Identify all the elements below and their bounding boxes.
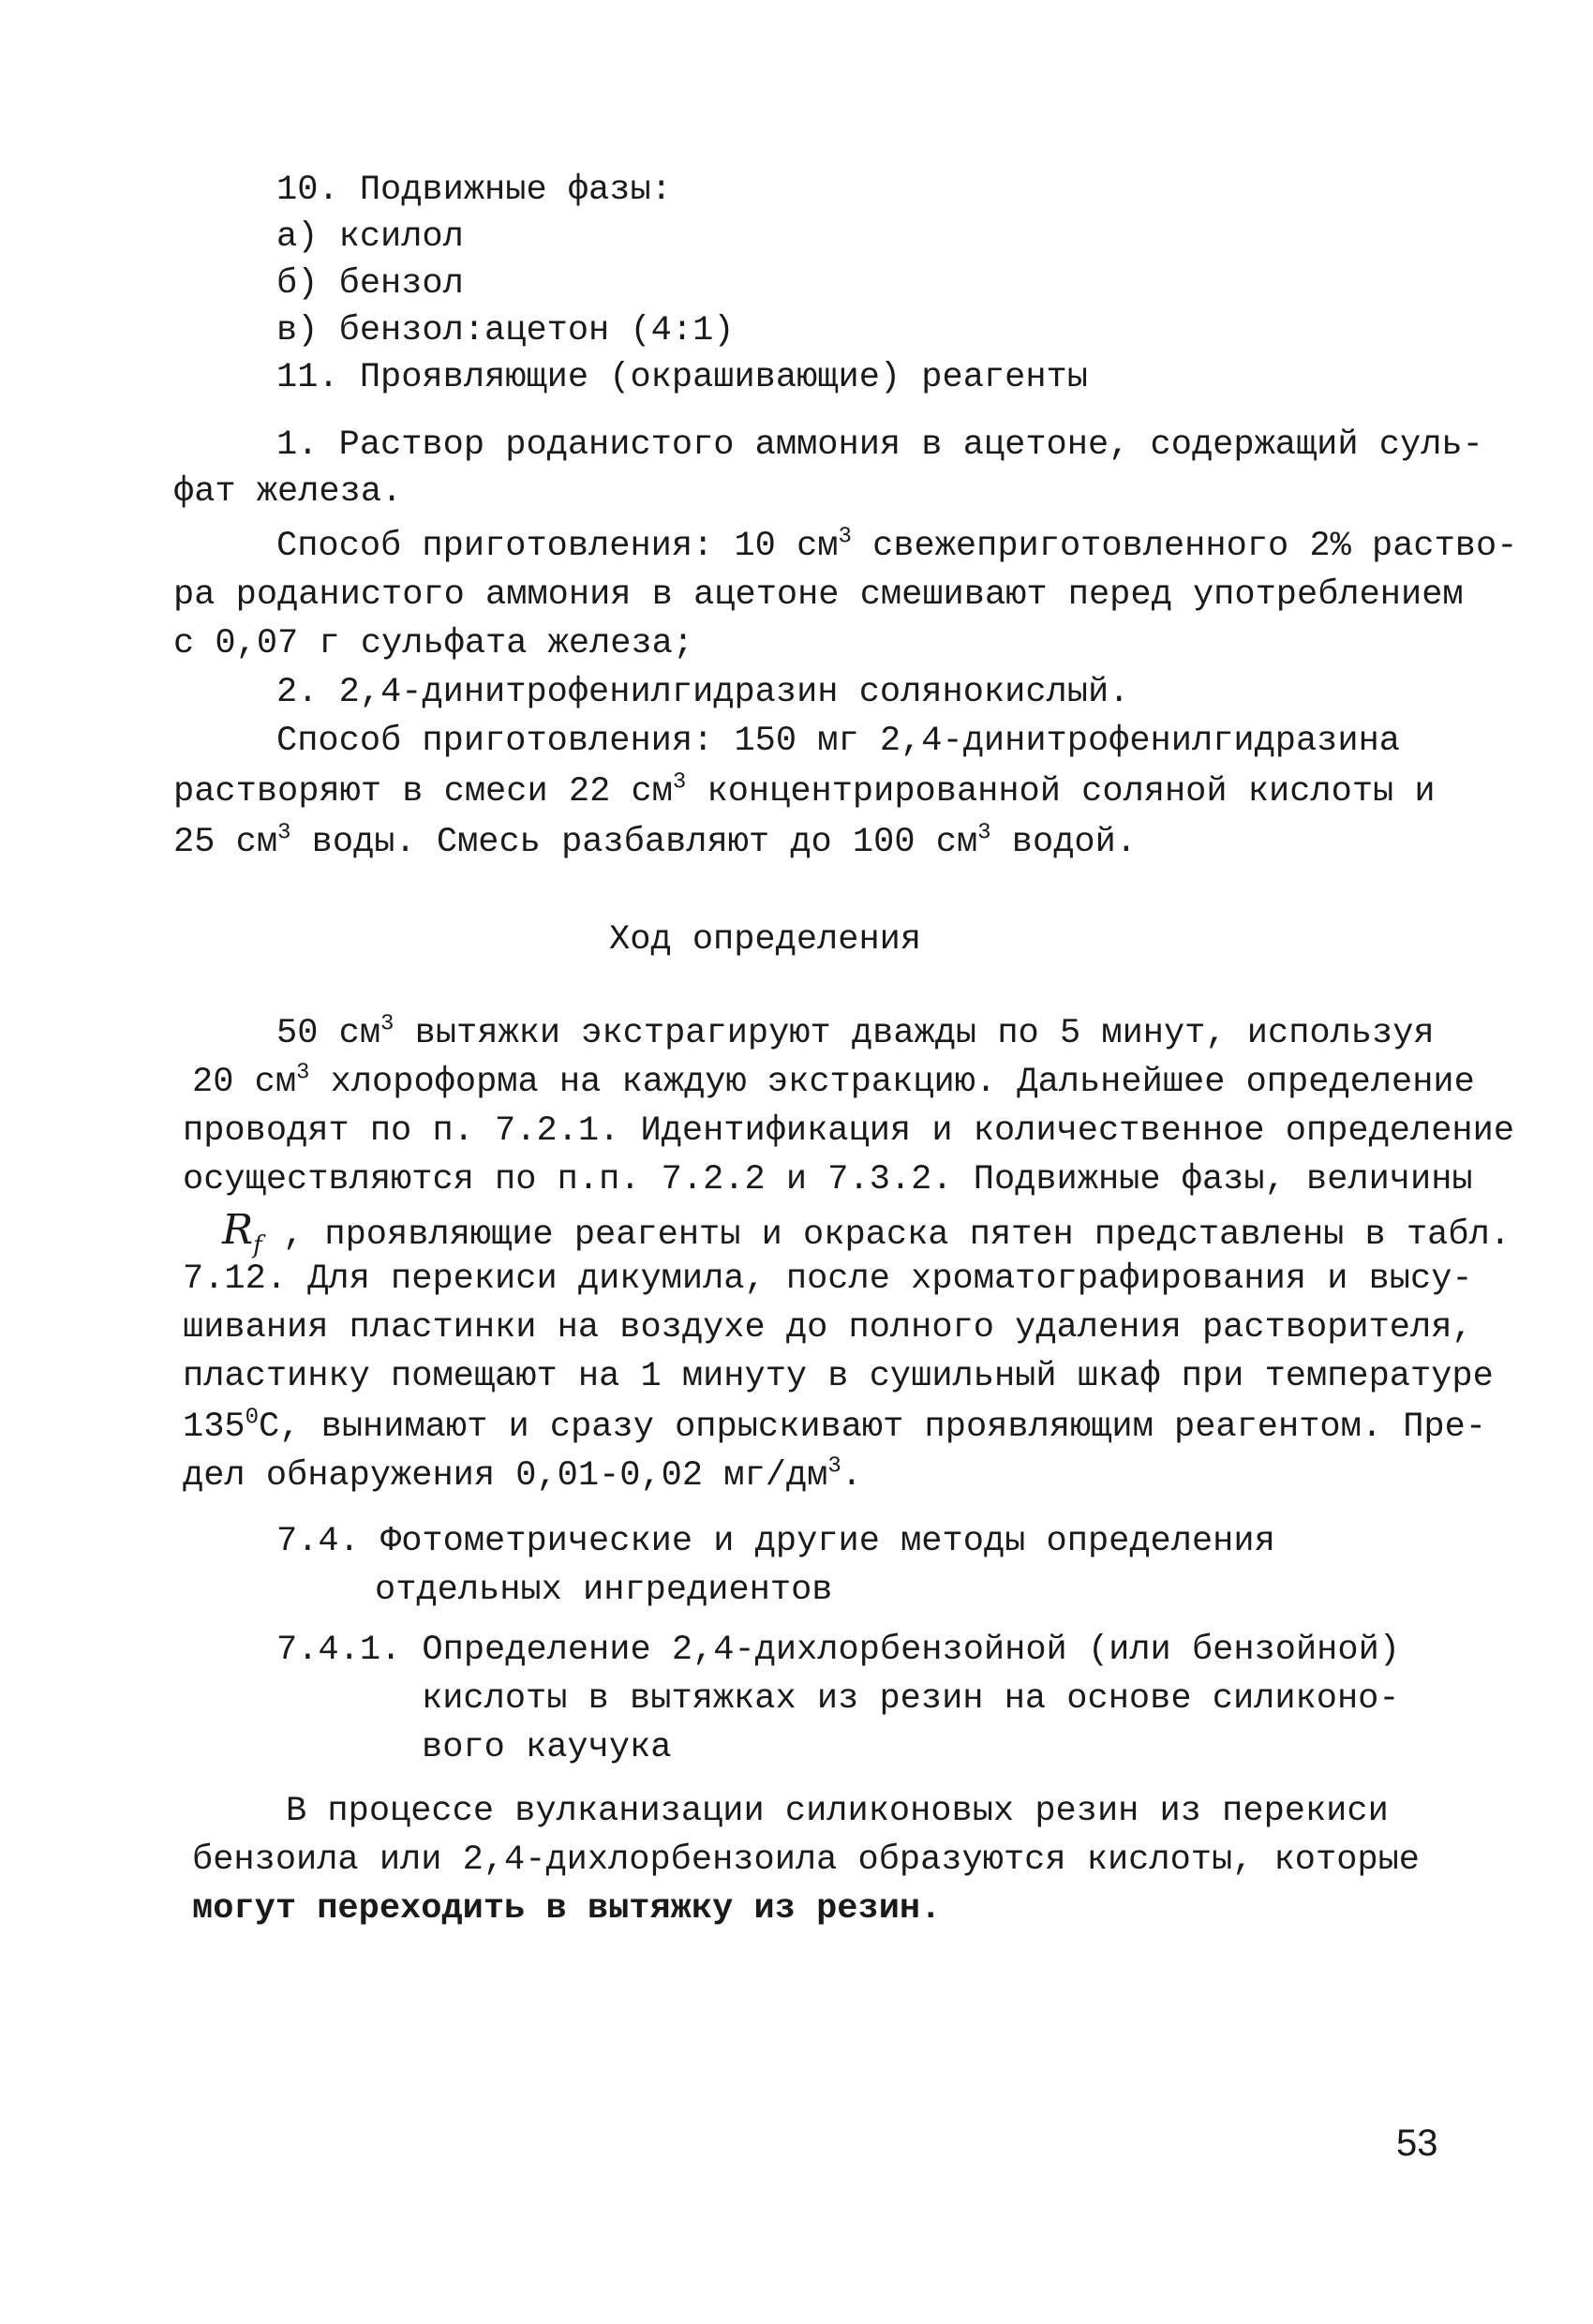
mobile-phase-a: а) ксилол: [276, 217, 464, 257]
reagent-2-prep-line-2: растворяют в смеси 22 $см^3$ концентрированной соляной кислоты и: [173, 769, 1436, 812]
page-number: 53: [1396, 2123, 1438, 2164]
reagents-heading: 11. Проявляющие (окрашивающие) реагенты: [276, 358, 1088, 397]
mobile-phase-b: б) бензол: [276, 264, 464, 304]
section-7-4-1-line-3: вого каучука: [422, 1728, 672, 1767]
reagent-1-prep-line-3: с 0,07 г сульфата железа;: [173, 624, 694, 663]
reagent-1-prep-line-1: Способ приготовления: 10 $см^3$ свежеприготовленного 2% раство-: [276, 524, 1518, 566]
procedure-line-3: проводят по п. 7.2.1. Идентификация и количественное определение: [183, 1111, 1515, 1151]
section-7-4-line-2: отдельных ингредиентов: [375, 1571, 833, 1610]
mobile-phase-c: в) бензол:ацетон (4:1): [276, 311, 735, 350]
section-7-4-1-line-2: кислоты в вытяжках из резин на основе силиконо-: [422, 1679, 1400, 1719]
reagent-2-prep-line-3: 25 $см^3$ воды. Смесь разбавляют до 100 $см^3$ водой.: [173, 820, 1138, 862]
procedure-line-5: $R_f$ , проявляющие реагенты и окраска пятен представлены в табл.: [222, 1206, 1511, 1259]
procedure-line-7: шивания пластинки на воздухе до полного удаления растворителя,: [183, 1308, 1473, 1348]
reagent-2-prep-line-1: Способ приготовления: 150 мг 2,4-динитрофенилгидразина: [276, 722, 1400, 761]
closing-line-1: В процессе вулканизации силиконовых резин из перекиси: [286, 1792, 1389, 1831]
procedure-line-4: осуществляются по п.п. 7.2.2 и 7.3.2. Подвижные фазы, величины: [183, 1160, 1473, 1199]
procedure-line-6: 7.12. Для перекиси дикумила, после хроматографирования и высу-: [183, 1259, 1473, 1299]
reagent-1-prep-line-2: ра роданистого аммония в ацетоне смешивают перед употреблением: [173, 575, 1464, 615]
rf-symbol: $R_f$: [222, 1206, 262, 1259]
reagent-2-line-1: 2. 2,4-динитрофенилгидразин солянокислый.: [276, 673, 1130, 712]
procedure-line-2: 20 $см^3$ хлороформа на каждую экстракцию. Дальнейшее определение: [192, 1060, 1475, 1102]
section-7-4-line-1: 7.4. Фотометрические и другие методы определения: [276, 1522, 1275, 1561]
procedure-line-10: дел обнаружения 0,01-0,02 $мг/дм^3$.: [183, 1453, 862, 1496]
procedure-line-8: пластинку помещают на 1 минуту в сушильный шкаф при температуре: [183, 1357, 1494, 1396]
procedure-title: Ход определения: [609, 920, 922, 960]
closing-line-2: бензоила или 2,4-дихлорбензоила образуются кислоты, которые: [192, 1840, 1421, 1880]
mobile-phases-heading: 10. Подвижные фазы:: [276, 171, 672, 210]
procedure-line-1: 50 $см^3$ вытяжки экстрагируют дважды по 5 минут, используя: [276, 1011, 1435, 1053]
section-7-4-1-line-1: 7.4.1. Определение 2,4-дихлорбензойной (или бензойной): [276, 1631, 1400, 1670]
reagent-1-line-2: фат железа.: [173, 472, 403, 512]
procedure-line-9: $135^0С$, вынимают и сразу опрыскивают проявляющим реагентом. Пре-: [183, 1405, 1487, 1447]
closing-line-3: могут переходить в вытяжку из резин.: [192, 1889, 942, 1929]
reagent-1-line-1: 1. Раствор роданистого аммония в ацетоне, содержащий суль-: [276, 425, 1483, 465]
